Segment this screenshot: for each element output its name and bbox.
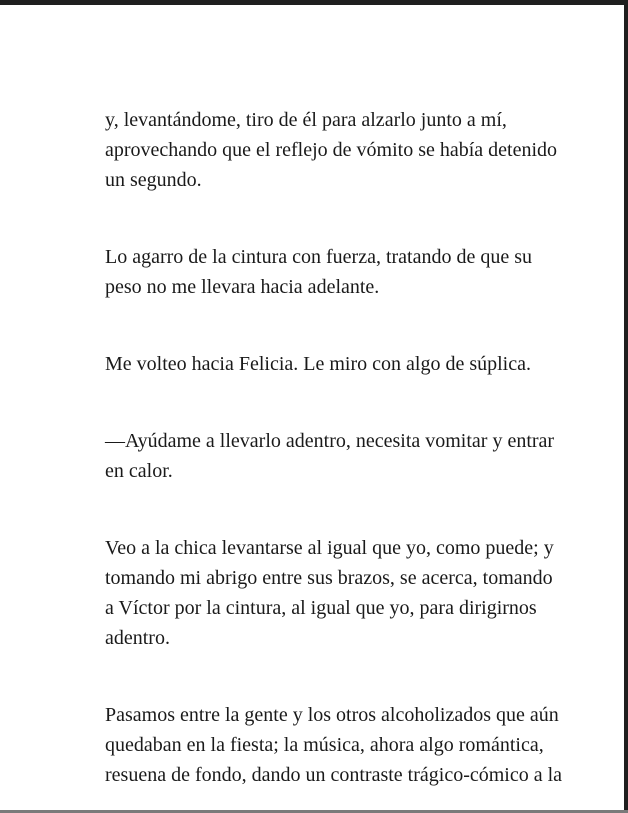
text-line: en calor.: [105, 460, 173, 482]
text-line: aprovechando que el reflejo de vómito se había detenido: [105, 139, 558, 161]
text-line: Pasamos entre la gente y los otros alcoholizados que aún: [105, 704, 559, 726]
text-line: adentro.: [105, 627, 170, 649]
paragraph: [105, 700, 563, 790]
text-line: —Ayúdame a llevarlo adentro, necesita vomitar y entrar: [105, 430, 555, 452]
text-line: un segundo.: [105, 169, 202, 191]
page-top-edge: [0, 0, 628, 5]
text-line: y, levantándome, tiro de él para alzarlo junto a mí,: [105, 109, 507, 131]
text-line: resuena de fondo, dando un contraste trágico-cómico a la: [105, 764, 563, 786]
text-line: tomando mi abrigo entre sus brazos, se acerca, tomando: [105, 567, 553, 589]
paragraph: [105, 242, 533, 302]
paragraph: [105, 426, 555, 486]
text-line: Veo a la chica levantarse al igual que yo, como puede; y: [105, 537, 554, 559]
text-line: Lo agarro de la cintura con fuerza, tratando de que su: [105, 246, 533, 268]
text-line: a Víctor por la cintura, al igual que yo, para dirigirnos: [105, 597, 537, 619]
text-line: Me volteo hacia Felicia. Le miro con algo de súplica.: [105, 353, 531, 375]
page-right-edge: [624, 0, 628, 813]
paragraph: [105, 105, 558, 195]
text-line: quedaban en la fiesta; la música, ahora algo romántica,: [105, 734, 544, 756]
page-text-block: [105, 105, 563, 790]
paragraph: [105, 533, 554, 653]
paragraph: [105, 349, 531, 379]
text-line: peso no me llevara hacia adelante.: [105, 276, 380, 298]
